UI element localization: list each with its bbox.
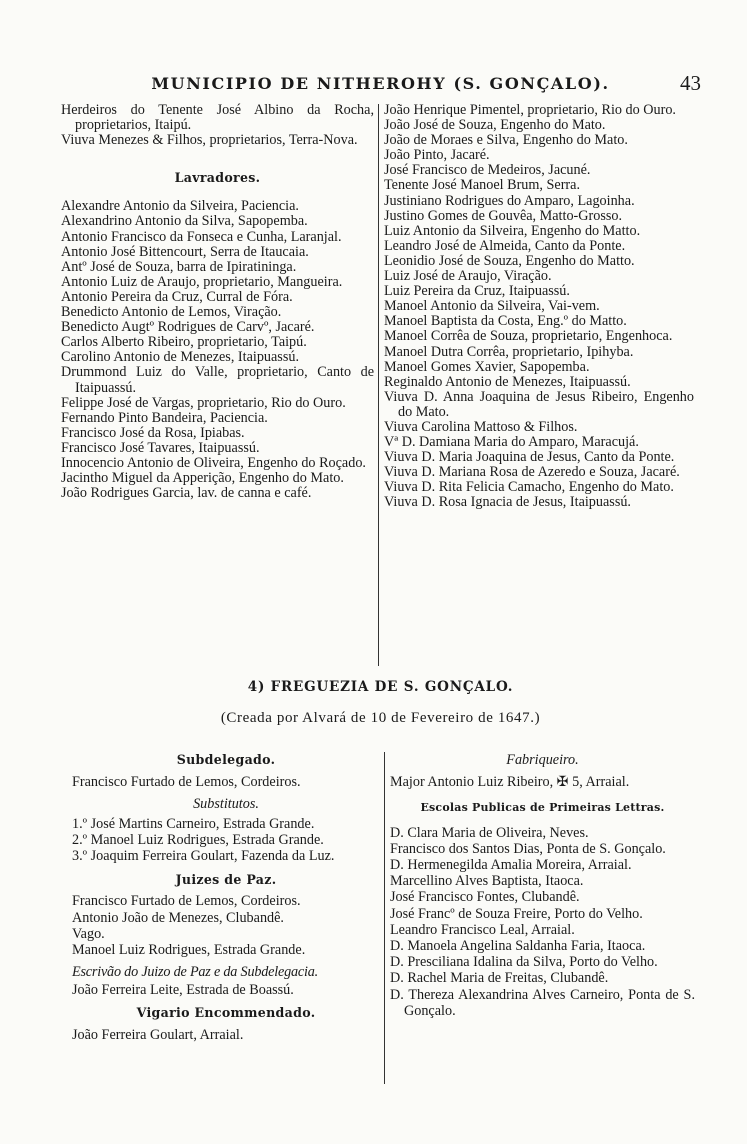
list-item: Leandro José de Almeida, Canto da Ponte. — [384, 237, 626, 254]
list-item: Justino Gomes de Gouvêa, Matto-Grosso. — [384, 207, 623, 224]
list-item: Viuva Carolina Mattoso & Filhos. — [384, 418, 578, 435]
page-number: 43 — [680, 71, 701, 95]
list-item: Vago. — [72, 925, 105, 942]
lavradores-list-left — [61, 199, 374, 501]
list-item: João Pinto, Jacaré. — [384, 147, 490, 164]
list-item: Benedicto Antonio de Lemos, Viração. — [61, 304, 282, 321]
list-item: João Henrique Pimentel, proprietario, Rio do Ouro. — [384, 102, 676, 118]
list-item: Viuva D. Rosa Ignacia de Jesus, Itaipuassú. — [384, 494, 631, 511]
subdelegado-entry: Francisco Furtado de Lemos, Cordeiros. — [72, 774, 301, 791]
list-item: Leonidio José de Souza, Engenho do Matto. — [384, 252, 635, 269]
list-item: Antonio Francisco da Fonseca e Cunha, Laranjal. — [61, 228, 342, 245]
list-item: Felippe José de Vargas, proprietario, Rio do Ouro. — [61, 394, 346, 411]
list-item: Antonio Pereira da Cruz, Curral de Fóra. — [61, 288, 293, 305]
lower-right-column — [390, 748, 695, 1019]
list-item: Francisco dos Santos Dias, Ponta de S. Gonçalo. — [390, 840, 666, 857]
running-title: MUNICIPIO DE NITHEROHY (S. GONÇALO). — [151, 74, 610, 93]
list-item: Manoel Luiz Rodrigues, Estrada Grande. — [72, 942, 306, 959]
list-item: Vª D. Damiana Maria do Amparo, Maracujá. — [384, 434, 639, 451]
list-item: D. Rachel Maria de Freitas, Clubandê. — [390, 970, 609, 987]
list-item: Innocencio Antonio de Oliveira, Engenho do Roçado. — [61, 454, 366, 471]
list-item: Benedicto Augtº Rodrigues de Carvº, Jacaré. — [61, 319, 315, 336]
page-header — [60, 71, 701, 98]
list-item: João José de Souza, Engenho do Mato. — [384, 117, 606, 134]
upper-right-column — [384, 103, 694, 511]
section-subtitle: (Creada por Alvará de 10 de Fevereiro de 1647.) — [220, 710, 541, 726]
list-item: Alexandre Antonio da Silveira, Paciencia. — [61, 198, 299, 215]
list-item: D. Presciliana Idalina da Silva, Porto do Velho. — [390, 954, 658, 971]
list-item: Alexandrino Antonio da Silva, Sapopemba. — [61, 213, 308, 230]
column-divider-upper — [378, 104, 379, 666]
list-item: Antonio José Bittencourt, Serra de Itaucaia. — [61, 243, 309, 260]
list-item: Drummond Luiz do Valle, proprietario, Canto de Itaipuassú. — [61, 364, 374, 396]
list-item: Tenente José Manoel Brum, Serra. — [384, 177, 580, 194]
list-item: Jacintho Miguel da Apperição, Engenho do Mato. — [61, 470, 344, 487]
list-item: João Rodrigues Garcia, lav. de canna e café. — [61, 485, 312, 502]
list-item: Viuva D. Anna Joaquina de Jesus Ribeiro, Engenho do Mato. — [384, 388, 694, 420]
section-title: 4) FREGUEZIA DE S. GONÇALO. — [247, 679, 514, 695]
escolas-heading: Escolas Publicas de Primeiras Lettras. — [420, 801, 665, 815]
list-item: Leandro Francisco Leal, Arraial. — [390, 921, 575, 938]
lower-left-column — [72, 748, 380, 1043]
list-item: Fernando Pinto Bandeira, Paciencia. — [61, 409, 268, 426]
vigario-entry: João Ferreira Goulart, Arraial. — [72, 1026, 244, 1043]
list-item: Viuva D. Rita Felicia Camacho, Engenho do Mato. — [384, 479, 674, 496]
lavradores-list-right — [384, 103, 694, 511]
list-item: Marcellino Alves Baptista, Itaoca. — [390, 873, 584, 890]
substitutos-list — [72, 816, 380, 865]
lavradores-heading: Lavradores. — [174, 170, 261, 186]
list-item: Luiz Antonio da Silveira, Engenho do Matto. — [384, 222, 641, 239]
list-item: Manoel Dutra Corrêa, proprietario, Ipihyba. — [384, 343, 634, 360]
list-item: Manoel Gomes Xavier, Sapopemba. — [384, 358, 590, 375]
list-item: 3.º Joaquim Ferreira Goulart, Fazenda da Luz. — [72, 848, 335, 865]
list-item: Francisco Furtado de Lemos, Cordeiros. — [72, 893, 301, 910]
list-item: José Francº de Souza Freire, Porto do Velho. — [390, 905, 643, 922]
list-item: Herdeiros do Tenente José Albino da Rocha, proprietarios, Itaipú. — [61, 102, 374, 134]
upper-left-column — [61, 103, 374, 501]
list-item: Manoel Baptista da Costa, Eng.º do Matto. — [384, 313, 627, 330]
list-item: 1.º José Martins Carneiro, Estrada Grande. — [72, 815, 315, 832]
list-item: Antonio Luiz de Araujo, proprietario, Mangueira. — [61, 273, 343, 290]
list-item: Luiz Pereira da Cruz, Itaipuassú. — [384, 283, 570, 300]
list-item: Reginaldo Antonio de Menezes, Itaipuassú. — [384, 373, 631, 390]
escolas-list — [390, 825, 695, 1019]
list-item: D. Manoela Angelina Saldanha Faria, Itaoca. — [390, 938, 646, 955]
heirs-list — [61, 103, 374, 148]
juizes-heading: Juizes de Paz. — [175, 872, 277, 888]
list-item: Francisco José da Rosa, Ipiabas. — [61, 424, 245, 441]
list-item: Carolino Antonio de Menezes, Itaipuassú. — [61, 349, 299, 366]
list-item: D. Thereza Alexandrina Alves Carneiro, Ponta de S. Gonçalo. — [390, 986, 695, 1019]
list-item: José Francisco de Medeiros, Jacuné. — [384, 162, 591, 179]
list-item: Manoel Corrêa de Souza, proprietario, Engenhoca. — [384, 328, 673, 345]
list-item: Manoel Antonio da Silveira, Vai-vem. — [384, 298, 600, 315]
escrivao-heading: Escrivão do Juizo de Paz e da Subdelegacia. — [72, 964, 318, 981]
list-item: Luiz José de Araujo, Viração. — [384, 268, 552, 285]
subdelegado-heading: Subdelegado. — [176, 752, 276, 767]
escrivao-entry: João Ferreira Leite, Estrada de Boassú. — [72, 982, 294, 999]
list-item: D. Clara Maria de Oliveira, Neves. — [390, 824, 589, 841]
juizes-list — [72, 893, 380, 958]
list-item: Viuva D. Maria Joaquina de Jesus, Canto da Ponte. — [384, 449, 675, 466]
substitutos-heading: Substitutos. — [193, 796, 259, 813]
list-item: Viuva D. Mariana Rosa de Azeredo e Souza, Jacaré. — [384, 464, 680, 481]
column-divider-lower — [384, 752, 385, 1084]
fabriqueiro-heading: Fabriqueiro. — [506, 752, 579, 768]
list-item: José Francisco Fontes, Clubandê. — [390, 889, 580, 906]
fabriqueiro-entry: Major Antonio Luiz Ribeiro, ✠ 5, Arraial. — [390, 774, 630, 791]
list-item: Viuva Menezes & Filhos, proprietarios, Terra-Nova. — [61, 132, 358, 149]
list-item: D. Hermenegilda Amalia Moreira, Arraial. — [390, 857, 632, 874]
vigario-heading: Vigario Encommendado. — [136, 1004, 316, 1020]
list-item: João de Moraes e Silva, Engenho do Mato. — [384, 132, 628, 149]
list-item: Carlos Alberto Ribeiro, proprietario, Taipú. — [61, 334, 307, 351]
list-item: Justiniano Rodrigues do Amparo, Lagoinha. — [384, 192, 635, 209]
list-item: Antº José de Souza, barra de Ipiratininga. — [61, 258, 297, 275]
list-item: Francisco José Tavares, Itaipuassú. — [61, 439, 260, 456]
list-item: Antonio João de Menezes, Clubandê. — [72, 909, 284, 926]
list-item: 2.º Manoel Luiz Rodrigues, Estrada Grande. — [72, 831, 324, 848]
